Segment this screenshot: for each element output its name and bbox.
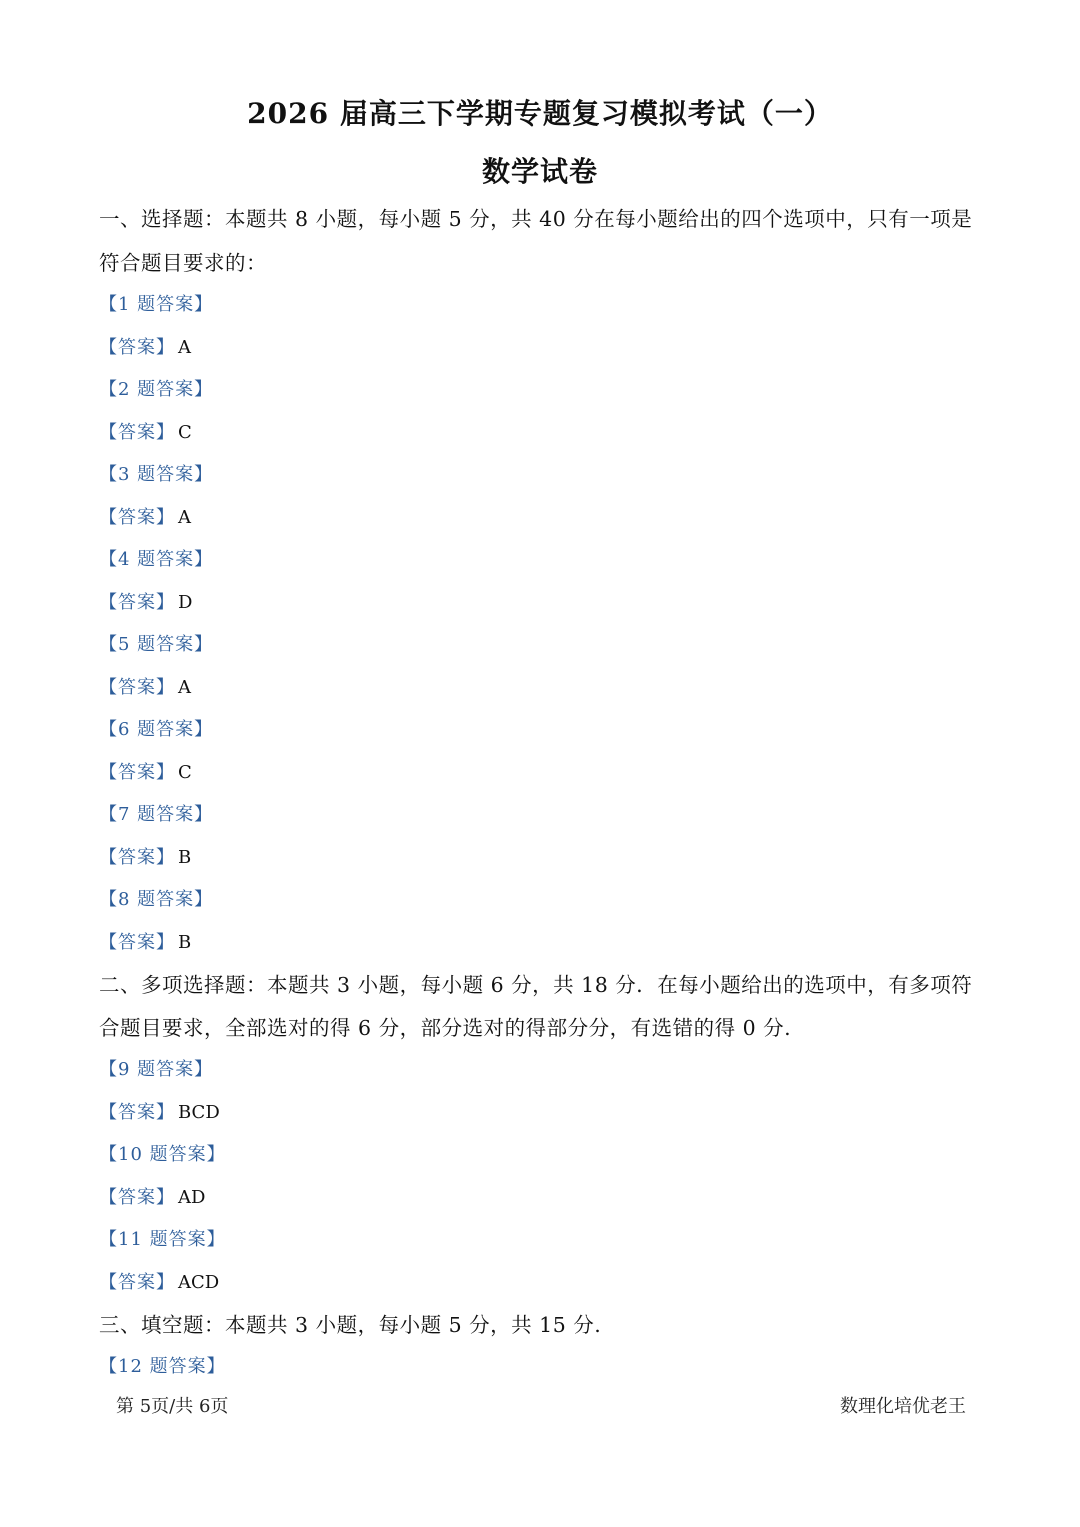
answer-tag: 【答案】 (99, 1272, 175, 1293)
answer-row-11 (99, 1268, 219, 1294)
answer-row-5 (99, 673, 191, 699)
answer-value-9: BCD (178, 1102, 220, 1123)
section2-heading-line2: 合题目要求，全部选对的得 6 分，部分选对的得部分分，有选错的得 0 分. (99, 1016, 792, 1040)
answer-value-11: ACD (178, 1272, 220, 1293)
answer-value-1: A (178, 337, 191, 358)
answer-tag: 【答案】 (99, 677, 175, 698)
answer-row-4 (99, 588, 192, 614)
answer-value-7: B (178, 847, 192, 868)
answer-row-1 (99, 333, 191, 359)
answer-tag: 【答案】 (99, 1102, 175, 1123)
answer-row-8 (99, 928, 191, 954)
question-label-1: 【1 题答案】 (99, 294, 214, 315)
section2-heading-line1: 二、多项选择题：本题共 3 小题，每小题 6 分，共 18 分．在每小题给出的选项中，有多项符 (99, 973, 973, 997)
section3-heading: 三、填空题：本题共 3 小题，每小题 5 分，共 15 分. (99, 1313, 602, 1337)
answer-value-6: C (178, 762, 192, 783)
question-label-4: 【4 题答案】 (99, 549, 214, 570)
answer-tag: 【答案】 (99, 932, 175, 953)
question-label-9: 【9 题答案】 (99, 1059, 214, 1080)
question-label-3: 【3 题答案】 (99, 464, 214, 485)
answer-tag: 【答案】 (99, 847, 175, 868)
answer-value-5: A (178, 677, 191, 698)
answer-value-3: A (178, 507, 191, 528)
answer-tag: 【答案】 (99, 507, 175, 528)
answer-tag: 【答案】 (99, 337, 175, 358)
question-label-7: 【7 题答案】 (99, 804, 214, 825)
answer-value-10: AD (178, 1187, 206, 1208)
answer-value-4: D (178, 592, 193, 613)
question-label-2: 【2 题答案】 (99, 379, 214, 400)
question-label-10: 【10 题答案】 (99, 1144, 226, 1165)
answer-tag: 【答案】 (99, 1187, 175, 1208)
answer-row-10 (99, 1183, 205, 1209)
answer-tag: 【答案】 (99, 592, 175, 613)
question-label-6: 【6 题答案】 (99, 719, 214, 740)
answer-row-3 (99, 503, 191, 529)
answer-value-8: B (178, 932, 192, 953)
answer-value-2: C (178, 422, 192, 443)
answer-row-7 (99, 843, 191, 869)
answer-tag: 【答案】 (99, 422, 175, 443)
answer-row-6 (99, 758, 192, 784)
question-label-11: 【11 题答案】 (99, 1229, 226, 1250)
page-title: 2026 届高三下学期专题复习模拟考试（一） (247, 97, 833, 130)
question-label-5: 【5 题答案】 (99, 634, 214, 655)
footer-author: 数理化培优老王 (840, 1396, 966, 1417)
answer-tag: 【答案】 (99, 762, 175, 783)
page-number: 第 5页/共 6页 (116, 1396, 229, 1417)
answer-row-9 (99, 1098, 220, 1124)
section1-heading-line2: 符合题目要求的： (99, 251, 267, 275)
section1-heading-line1: 一、选择题：本题共 8 小题，每小题 5 分，共 40 分在每小题给出的四个选项中，只有一项是 (99, 207, 973, 231)
page-subtitle: 数学试卷 (481, 155, 598, 188)
answer-row-2 (99, 418, 192, 444)
question-label-8: 【8 题答案】 (99, 889, 214, 910)
question-label-12: 【12 题答案】 (99, 1356, 226, 1377)
